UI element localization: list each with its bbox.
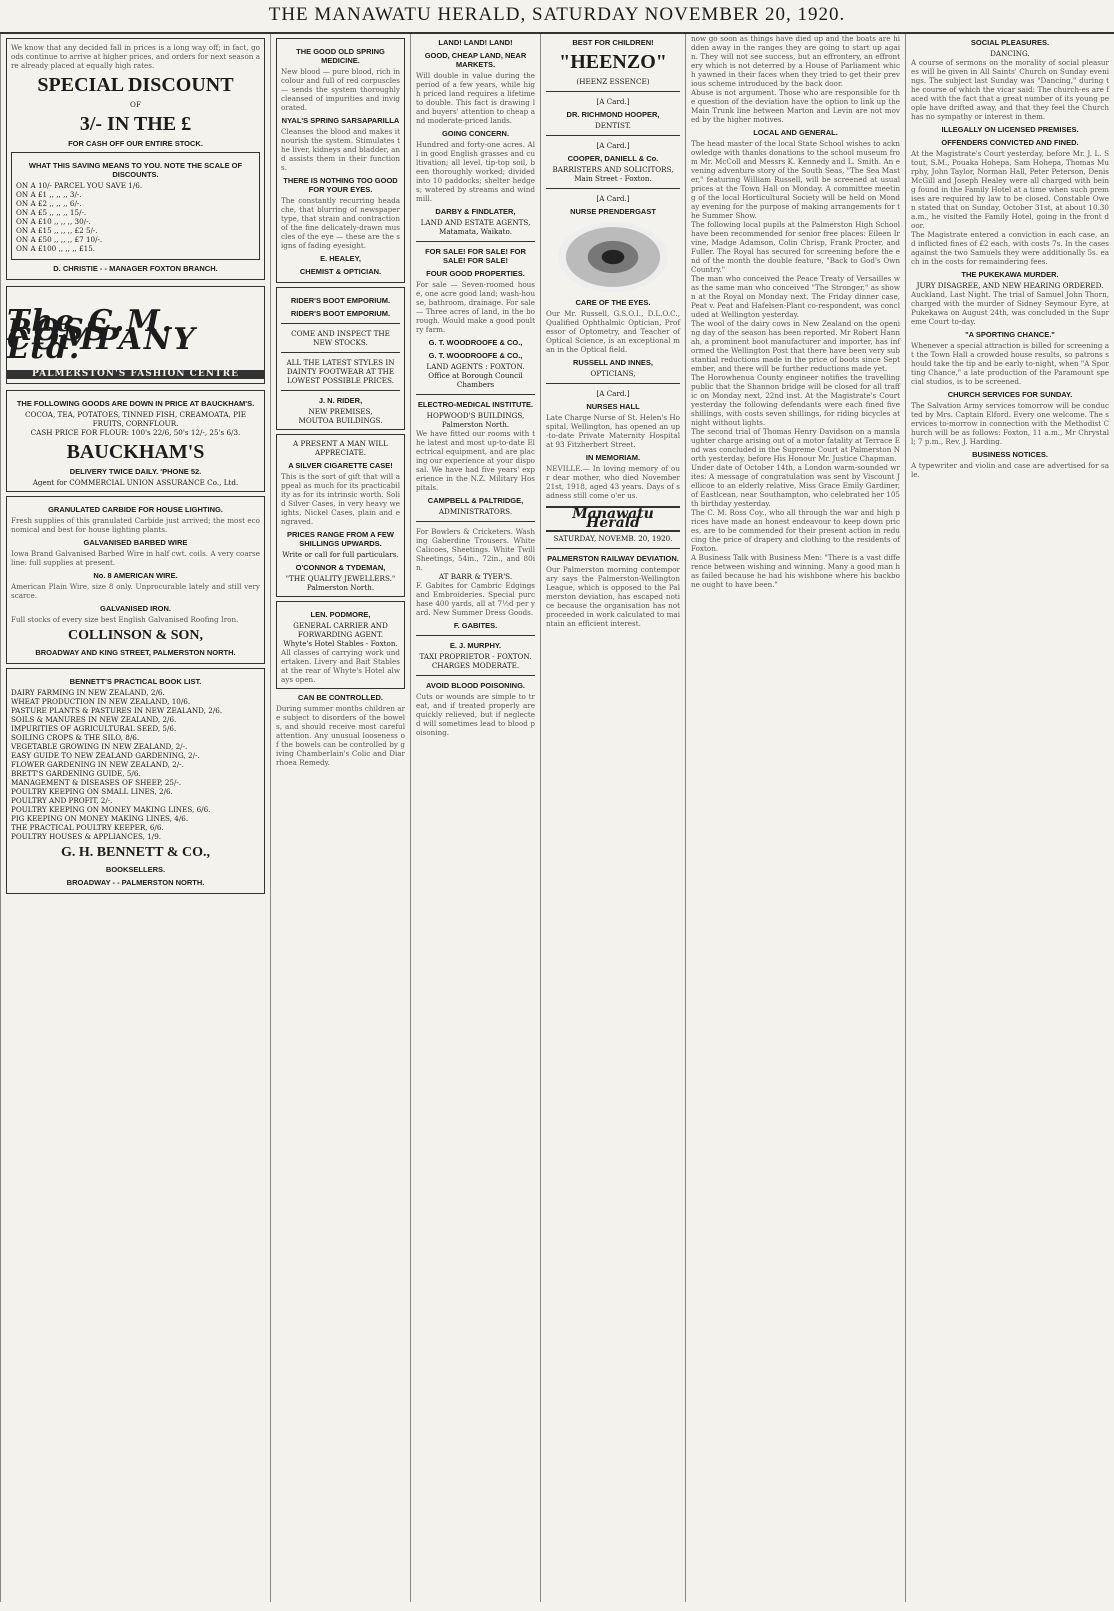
darby-sub: LAND AND ESTATE AGENTS, Matamata, Waikato.	[420, 218, 531, 236]
saving-box	[11, 152, 260, 260]
podmore-ad: LEN. PODMORE, GENERAL CARRIER AND FORWARDING AGENT. Whyte's Hotel Stables - Foxton. All classes of carrying work undertaken. Livery and Bait Stables at the rear of Whyte's Hotel always open.	[276, 601, 405, 689]
bennett-ad	[6, 668, 265, 894]
railway-head: PALMERSTON RAILWAY DEVIATION.	[547, 554, 679, 563]
scale-row: ON A 10/- PARCEL YOU SAVE 1/6.	[16, 181, 143, 190]
hooper-name: DR. RICHMOND HOOPER,	[566, 110, 660, 119]
administrators: ADMINISTRATORS.	[438, 507, 513, 516]
scale-row: ON A £1 ,, ,, ,, 3/-.	[16, 190, 82, 199]
best-children: BEST FOR CHILDREN!	[572, 38, 654, 47]
card-label: [A Card.]	[596, 194, 630, 203]
murphy-name: E. J. MURPHY.	[449, 641, 502, 650]
taxi: TAXI PROPRIETOR - FOXTON. CHARGES MODERATE.	[419, 652, 532, 670]
church-head: CHURCH SERVICES FOR SUNDAY.	[947, 390, 1073, 399]
ross-logo	[6, 286, 265, 384]
healey-name: E. HEALEY,	[320, 254, 361, 263]
intro-text: We know that any decided fall in prices is a long way off; in fact, goods continue to arrive at higher prices, and orders for next season are already placed at equally high rates.	[11, 43, 260, 70]
darby-name: DARBY & FINDLATER,	[435, 207, 516, 216]
for-sale: FOR SALE! FOR SALE! FOR SALE! FOR SALE!	[425, 247, 526, 265]
barr-tyers: AT BARR & TYER'S.	[438, 572, 513, 581]
land-head: LAND! LAND! LAND!	[438, 38, 513, 47]
spring-head: THE GOOD OLD SPRING MEDICINE.	[296, 47, 385, 65]
booksellers: BOOKSELLERS.	[105, 865, 166, 874]
good-cheap: GOOD, CHEAP LAND, NEAR MARKETS.	[424, 51, 527, 69]
ross-logo-text: The C.M. ROSS COMPANY Ltd.	[7, 304, 197, 366]
write-call: Write or call for full particulars.	[282, 550, 399, 559]
prices-range: PRICES RANGE FROM A FEW SHILLINGS UPWARDS.	[287, 530, 394, 548]
list-item: BRETT'S GARDENING GUIDE, 5/6.	[11, 769, 141, 778]
list-item: VEGETABLE GROWING IN NEW ZEALAND, 2/-.	[11, 742, 188, 751]
column-6: SOCIAL PLEASURES. DANCING. A course of sermons on the morality of social pleasures will be given in All Saints' Church on Sunday evenings. The subject last Sunday was "Dancing," during the course of which the vicar said: The church-es are faced with the fact that a great number of its young people have drifted away, and that they feel the Church has no sympathy or interest in them. ILLEGALLY ON LICENSED PREMISES. OFFENDERS CONVICTED AND FINED. At the Magistrate's Court yesterday, before Mr. J. L. Stout, S.M., Pouaka Hohepa, Sam Hohepa, Thomas Murphy, John Taylor, Norman Hall, Peter Peterson, Denis McGill and Joseph Healey were all charged with being found in the Family Hotel at a time when such premises are required by law to be closed. Constable Owen stated that on Sunday, October 31st, at about 10.30 a.m., he visited the Family Hotel, going in the front door. The Magistrate entered a conviction in each case, and inflicted fines of £2 each, with costs 7s. In the cases against the two Samuels they were additionally 5s. each in the costs for remaindering fees. THE PUKEKAWA MURDER. JURY DISAGREE, AND NEW HEARING ORDERED. Auckland, Last Night. The trial of Samuel John Thorn, charged with the murder of Sidney Seymour Eyre, at Pukekawa on August 24th, was concluded in the Supreme Court to-day. "A SPORTING CHANCE." Whenever a special attraction is billed for screening at the Town Hall a crowded house results, so patrons should take the tip and be early to-night, when "A Sporting Chance," a late production of the Paramount special studios, is to be screened. CHURCH SERVICES FOR SUNDAY. The Salvation Army services tomorrow will be conducted by Mrs. Captain Elford. Every one welcome. The services to-morrow in connection with the Methodist Church will be as follows: Foxton, 11 a.m., Mr Chrystall; 7 p.m., Rev. J. Harding. BUSINESS NOTICES. A typewriter and violin and case are advertised for sale.	[905, 34, 1114, 1602]
electro-head: ELECTRO-MEDICAL INSTITUTE.	[417, 400, 534, 409]
jewellers: "THE QUALITY JEWELLERS."	[285, 574, 396, 583]
flour-price: CASH PRICE FOR FLOUR: 100's 22/6, 50's 12/-, 25's 6/3.	[30, 428, 241, 437]
scale-row: ON A £10 ,, ,, ,, 30/-.	[16, 217, 91, 226]
podmore-name: LEN. PODMORE,	[310, 610, 371, 619]
bennett-name: G. H. BENNETT & CO.,	[60, 845, 211, 860]
list-item: PASTURE PLANTS & PASTURES IN NEW ZEALAND, 2/6.	[11, 706, 223, 715]
come-inspect: COME AND INSPECT THE NEW STOCKS.	[291, 329, 390, 347]
local-general: LOCAL AND GENERAL.	[753, 128, 838, 137]
list-item: FLOWER GARDENING IN NEW ZEALAND, 2/-.	[11, 760, 184, 769]
care-eyes: CARE OF THE EYES.	[575, 298, 651, 307]
of-label: OF	[130, 100, 141, 109]
heenzo: "HEENZO"	[559, 51, 667, 73]
dancing: DANCING.	[990, 49, 1030, 58]
column-5: now go soon as things have died up and the boats are hidden away in the ranges they are going to start up again. They will not see success, but an effrontery, an effrontery which is not deterred by a House of Parliament which yawned in their faces when they tried to get their previous scheme introduced by the back door. Abuse is not argument. Those who are responsible for the question of the deviation have the option to link up the Main Trunk line between Marton and Levin are not moved by the higher motives. LOCAL AND GENERAL. The head master of the local State School wishes to acknowledge with thanks donations to the school museum from Mr. McColl and Messrs K. Kennedy and L. Smith. An evening adventure story of the South Seas, "The Sea Master," featuring William Russell, will be screened at usual prices at the Town Hall on Monday. A committee meeting of the local Horticultural Society will be held on Monday evening for the purpose of making arrangements for the Summer Show. The following local pupils at the Palmerston High School have been recommended for senior free places: Eileen Irvine, Madge Adamson, Colin Chrisp, Frank Procter, and Fuller. The Royal has secured for screening before the end of the month the double feature, "Back to God's Own Country." The man who conceived the Peace Treaty of Versailles was the same man who conceived "The Stronger," as shown at the Royal on Monday next. The Friday dinner case, Peat v. Peat and Hafelsen-Plant co-respondent, was concluded at Wellington yesterday. The wool of the dairy cows in New Zealand on the opening day of the season has been reported. Mr Robert Hannah, a prominent boot manufacturer and importer, has informed the Wellington Post that there have been very substantial reductions made in the price of boots since September, and there will be further reductions made yet. The Horowhenua County engineer notifies the travelling public that the Shannon bridge will be closed for all traffic on Monday next, 22nd inst. At the Magistrate's Court yesterday the following defendants were each fined five shillings, with costs seven shillings, for riding bicycles at night without lights. The second trial of Thomas Henry Davidson on a manslaughter charge arising out of a motor fatality at Terrace End was concluded in the Supreme Court at Palmerston North yesterday, before His Honour Mr. Justice Chapman. Under date of October 14th, a London warm-sounded writes: A message of congratulation was sent by Viscount Jellicoe to an elderly relative, Miss Grace Emily Gardiner, of Eastlcean, near Southampton, who celebrated her 105th birthday yesterday. The C. M. Ross Coy., who all through the war and high prices have made an honest endeavour to keep down prices, are to be commended for their present action in reducing the price of drapery and clothing to the residents of Foxton. A Business Talk with Business Men: "There is a vast difference between wishing and winning. Many a good man has failed because he had his wishbone where his backbone ought to have been."	[685, 34, 905, 1602]
herald-title: Manawatu Herald	[546, 506, 680, 532]
healey-ad: THE GOOD OLD SPRING MEDICINE. New blood — pure blood, rich in colour and full of red corpuscles — sends the system thoroughly cleansed of impurities and invigorated. NYAL'S SPRING SARSAPARILLA Cleanses the blood and makes it nourish the system. Stimulates the liver, kidneys and bladder, and assists them in their functions. THERE IS NOTHING TOO GOOD FOR YOUR EYES. The constantly recurring headache, that blurring of newspaper type, that strain and contraction of the fine delicately-drawn muscles of the eye — these are the signs of fading eyesight. E. HEALEY, CHEMIST & OPTICIAN.	[276, 38, 405, 283]
book-list	[11, 688, 260, 841]
four-properties: FOUR GOOD PROPERTIES.	[426, 269, 525, 278]
list-item: MANAGEMENT & DISEASES OF SHEEP, 25/-.	[11, 778, 182, 787]
masthead: THE MANAWATU HERALD, SATURDAY NOVEMBER 20, 1920.	[0, 0, 1114, 34]
card-label: [A Card.]	[596, 97, 630, 106]
rider-head-1: RIDER'S BOOT EMPORIUM.	[290, 296, 391, 305]
card-label: [A Card.]	[596, 141, 630, 150]
land-agents: LAND AGENTS : FOXTON.	[426, 362, 525, 371]
latest-styles: ALL THE LATEST STYLES IN DAINTY FOOTWEAR AT THE LOWEST POSSIBLE PRICES.	[286, 358, 395, 385]
nothing-good: THERE IS NOTHING TOO GOOD FOR YOUR EYES.	[283, 176, 398, 194]
discount-scale	[16, 181, 255, 253]
present-line: A PRESENT A MAN WILL APPRECIATE.	[293, 439, 388, 457]
collinson-name: COLLINSON & SON,	[68, 628, 203, 643]
campbell-name: CAMPBELL & PALTRIDGE,	[427, 496, 524, 505]
nurses-hall: NURSES HALL	[586, 402, 640, 411]
american-head: No. 8 AMERICAN WIRE.	[93, 571, 178, 580]
rider-head-2: RIDER'S BOOT EMPORIUM.	[290, 309, 391, 318]
gabites: F. GABITES.	[453, 621, 498, 630]
new-premises: NEW PREMISES,	[308, 407, 373, 416]
carbide-head: GRANULATED CARBIDE FOR HOUSE LIGHTING.	[48, 505, 223, 514]
nurse-name: NURSE PRENDERGAST	[570, 207, 656, 216]
list-item: WHEAT PRODUCTION IN NEW ZEALAND, 10/6.	[11, 697, 191, 706]
whyte: Whyte's Hotel Stables - Foxton.	[283, 639, 398, 648]
special-discount-title: SPECIAL DISCOUNT	[37, 74, 234, 96]
licensed-head: ILLEGALLY ON LICENSED PREMISES.	[941, 125, 1079, 134]
pukekawa-head: THE PUKEKAWA MURDER.	[961, 270, 1059, 279]
main-street: Main Street - Foxton.	[574, 174, 652, 183]
hopwood: HOPWOOD'S BUILDINGS, Palmerston North.	[426, 411, 525, 429]
cigarette-case: A SILVER CIGARETTE CASE!	[288, 461, 393, 470]
bennett-addr: BROADWAY - - PALMERSTON NORTH.	[66, 878, 205, 887]
list-item: SOILING CROPS & THE SILO, 8/6.	[11, 733, 140, 742]
herald-date: SATURDAY, NOVEMB. 20, 1920.	[553, 534, 673, 543]
woodroofe-1: G. T. WOODROOFE & CO.,	[428, 338, 523, 347]
eye-illustration	[558, 222, 668, 292]
nyal-head: NYAL'S SPRING SARSAPARILLA	[281, 116, 400, 125]
moutoa: MOUTOA BUILDINGS.	[298, 416, 383, 425]
delivery: DELIVERY TWICE DAILY. 'PHONE 52.	[69, 467, 202, 476]
list-item: EASY GUIDE TO NEW ZEALAND GARDENING, 2/-.	[11, 751, 200, 760]
russell-name: RUSSELL AND INNES,	[572, 358, 653, 367]
woodroofe-2: G. T. WOODROOFE & CO.,	[428, 351, 523, 360]
podmore-sub: GENERAL CARRIER AND FORWARDING AGENT.	[293, 621, 388, 639]
bennett-head: BENNETT'S PRACTICAL BOOK LIST.	[69, 677, 202, 686]
opticians: OPTICIANS,	[590, 369, 636, 378]
bauckham-ad	[6, 390, 265, 492]
sporting-head: "A SPORTING CHANCE."	[965, 330, 1055, 339]
list-item: POULTRY KEEPING ON SMALL LINES, 2/6.	[11, 787, 173, 796]
cash-line: FOR CASH OFF OUR ENTIRE STOCK.	[68, 139, 203, 148]
column-1	[0, 34, 270, 1602]
rider-ad	[276, 287, 405, 430]
saving-title: WHAT THIS SAVING MEANS TO YOU. NOTE THE SCALE OF DISCOUNTS.	[28, 161, 243, 179]
bauckham-items: COCOA, TEA, POTATOES, TINNED FISH, CREAMOATA, PIE FRUITS, CORNFLOUR.	[24, 410, 246, 428]
list-item: PIG KEEPING ON MONEY MAKING LINES, 4/6.	[11, 814, 189, 823]
list-item: POULTRY HOUSES & APPLIANCES, 1/9.	[11, 832, 162, 841]
offenders-head: OFFENDERS CONVICTED AND FINED.	[941, 138, 1079, 147]
healey-sub: CHEMIST & OPTICIAN.	[299, 267, 382, 276]
list-item: SOILS & MANURES IN NEW ZEALAND, 2/6.	[11, 715, 177, 724]
agent: Agent for COMMERCIAL UNION ASSURANCE Co., Ltd.	[32, 478, 239, 487]
controlled-head: CAN BE CONTROLLED.	[298, 693, 383, 702]
iron-head: GALVANISED IRON.	[100, 604, 171, 613]
discount-amount: 3/- IN THE £	[79, 113, 192, 135]
jnrider-name: J. N. RIDER,	[318, 396, 363, 405]
oconnor-ad: A PRESENT A MAN WILL APPRECIATE. A SILVER CIGARETTE CASE! This is the sort of gift that will appeal as much for its practicability as for its intrinsic worth. Solid Silver Cases, in very heavy weights, Nickel Cases, plain and engraved. PRICES RANGE FROM A FEW SHILLINGS UPWARDS. Write or call for full particulars. O'CONNOR & TYDEMAN, "THE QUALITY JEWELLERS." Palmerston North.	[276, 434, 405, 597]
bauckham-name: BAUCKHAM'S	[66, 441, 205, 463]
heenzo-sub: (HEENZ ESSENCE)	[576, 77, 650, 86]
dentist: DENTIST.	[595, 121, 631, 130]
office: Office at Borough Council Chambers	[428, 371, 523, 389]
column-2: THE GOOD OLD SPRING MEDICINE. New blood — pure blood, rich in colour and full of red corpuscles — sends the system thoroughly cleansed of impurities and invigorated. NYAL'S SPRING SARSAPARILLA Cleanses the blood and makes it nourish the system. Stimulates the liver, kidneys and bladder, and assists them in their functions. THERE IS NOTHING TOO GOOD FOR YOUR EYES. The constantly recurring headache, that blurring of newspaper type, that strain and contraction of the fine delicately-drawn muscles of the eye — these are the signs of fading eyesight. E. HEALEY, CHEMIST & OPTICIAN. RIDER'S BOOT EMPORIUM. RIDER'S BOOT EMPORIUM. COME AND INSPECT THE NEW STOCKS. ALL THE LATEST STYLES IN DAINTY FOOTWEAR AT THE LOWEST POSSIBLE PRICES. J. N. RIDER, NEW PREMISES, MOUTOA BUILDINGS. A PRESENT A MAN WILL APPRECIATE. A SILVER CIGARETTE CASE! This is the sort of gift that will appeal as much for its practicability as for its intrinsic worth. Solid Silver Cases, in very heavy weights, Nickel Cases, plain and engraved. PRICES RANGE FROM A FEW SHILLINGS UPWARDS. Write or call for full particulars. O'CONNOR & TYDEMAN, "THE QUALITY JEWELLERS." Palmerston North. LEN. PODMORE, GENERAL CARRIER AND FORWARDING AGENT. Whyte's Hotel Stables - Foxton. All classes of carrying work undertaken. Livery and Bait Stables at the rear of Whyte's Hotel always open. CAN BE CONTROLLED. During summer months children are subject to disorders of the bowels, and should receive most careful attention. Any unusual looseness of the bowels can be controlled by giving Chamberlain's Colic and Diarrhoea Remedy.	[270, 34, 410, 1602]
card-label: [A Card.]	[596, 389, 630, 398]
scale-row: ON A £50 ,, ,, ,, £7 10/-.	[16, 235, 103, 244]
business-notices: BUSINESS NOTICES.	[972, 450, 1048, 459]
oconnor-name: O'CONNOR & TYDEMAN,	[295, 563, 386, 572]
christie-ad	[6, 38, 265, 280]
collinson-addr: BROADWAY AND KING STREET, PALMERSTON NORTH.	[35, 648, 236, 657]
column-3: LAND! LAND! LAND! GOOD, CHEAP LAND, NEAR MARKETS. Will double in value during the period of a few years, while high priced land requires a lifetime to double. This fact is drawing land buyers' attention to cheap and moderate-priced lands. GOING CONCERN. Hundred and forty-one acres. All in good English grasses and cultivation; all level, tip-top soil, been thoroughly worked; divided into 10 paddocks; shelter hedges; watered by streams and windmill. DARBY & FINDLATER, LAND AND ESTATE AGENTS, Matamata, Waikato. FOR SALE! FOR SALE! FOR SALE! FOR SALE! FOUR GOOD PROPERTIES. For sale — Seven-roomed house, one acre good land; wash-house, bathroom, drainage. For sale — Three acres of land, in the borough. Would make a good poultry farm. G. T. WOODROOFE & CO., G. T. WOODROOFE & CO., LAND AGENTS : FOXTON. Office at Borough Council Chambers ELECTRO-MEDICAL INSTITUTE. HOPWOOD'S BUILDINGS, Palmerston North. We have fitted our rooms with the latest and most up-to-date Electrical equipment, and are placing our experience at your disposal. We have had five years' experience in the N.Z. Military Hospitals. CAMPBELL & PALTRIDGE, ADMINISTRATORS. For Bowlers & Cricketers. Washing Gaberdine Trousers. White Calicoes, Sheetings. White Twill Sheetings, 54in., 72in., and 80in. AT BARR & TYER'S. F. Gabites for Cambric Edgings and Embroideries. Special purchase 400 yards, all at 7½d per yard. New Summer Dress Goods. F. GABITES. E. J. MURPHY. TAXI PROPRIETOR - FOXTON. CHARGES MODERATE. AVOID BLOOD POISONING. Cuts or wounds are simple to treat, and if treated properly are quickly relieved, but if neglected will sometimes lead to blood poisoning.	[410, 34, 540, 1602]
social-pleasures: SOCIAL PLEASURES.	[970, 38, 1050, 47]
scale-row: ON A £5 ,, ,, ,, 15/-.	[16, 208, 87, 217]
cooper-name: COOPER, DANIELL & Co.	[567, 154, 659, 163]
scale-row: ON A £100 ,, ,, ,, £15.	[16, 244, 96, 253]
list-item: POULTRY KEEPING ON MONEY MAKING LINES, 6/6.	[11, 805, 211, 814]
barristers: BARRISTERS AND SOLICITORS,	[552, 165, 674, 174]
christie-manager: D. CHRISTIE - - MANAGER FOXTON BRANCH.	[53, 264, 218, 273]
going-concern: GOING CONCERN.	[441, 129, 510, 138]
column-4: BEST FOR CHILDREN! "HEENZO" (HEENZ ESSENCE) [A Card.] DR. RICHMOND HOOPER, DENTIST. [A Card.] COOPER, DANIELL & Co. BARRISTERS AND SOLICITORS, Main Street - Foxton. [A Card.] NURSE PRENDERGAST CARE OF THE EYES. Our Mr. Russell, G.S.O.I., D.L.O.C., Qualified Ophthalmic Optician, Professor of Optometry, and Teacher of Optical Science, is an exceptional man in the Optical field. RUSSELL AND INNES, OPTICIANS, [A Card.] NURSES HALL Late Charge Nurse of St. Helen's Hospital, Wellington, has opened an up-to-date Private Maternity Hospital at 93 Fitzherbert Street. IN MEMORIAM. NEVILLE.— In loving memory of our dear mother, who died November 21st, 1918, aged 43 years. Days of sadness still come o'er us. Manawatu Herald SATURDAY, NOVEMB. 20, 1920. PALMERSTON RAILWAY DEVIATION. Our Palmerston morning contemporary says the Palmerston-Wellington League, which is opposed to the Palmerston deviation, has escaped notice because the organisation has not proceeded in work calculated to maintain an efficient interest.	[540, 34, 685, 1602]
ross-sub: PALMERSTON'S FASHION CENTRE	[7, 370, 264, 379]
jury-head: JURY DISAGREE, AND NEW HEARING ORDERED.	[916, 281, 1104, 290]
scale-row: ON A £2 ,, ,, ,, 6/-.	[16, 199, 82, 208]
bauckham-head: THE FOLLOWING GOODS ARE DOWN IN PRICE AT BAUCKHAM'S.	[16, 399, 255, 408]
list-item: POULTRY AND PROFIT, 2/-.	[11, 796, 113, 805]
avoid-head: AVOID BLOOD POISONING.	[425, 681, 526, 690]
memoriam: IN MEMORIAM.	[585, 453, 641, 462]
barbed-head: GALVANISED BARBED WIRE	[83, 538, 188, 547]
list-item: IMPURITIES OF AGRICULTURAL SEED, 5/6.	[11, 724, 177, 733]
collinson-ad: GRANULATED CARBIDE FOR HOUSE LIGHTING. Fresh supplies of this granulated Carbide just arrived; the most economical and best for house lighting plants. GALVANISED BARBED WIRE Iowa Brand Galvanised Barbed Wire in half cwt. coils. A very coarse line: full supplies at present. No. 8 AMERICAN WIRE. American Plain Wire, size 8 only. Unprocurable lately and still very scarce. GALVANISED IRON. Full stocks of every size best English Galvanised Roofing Iron. COLLINSON & SON, BROADWAY AND KING STREET, PALMERSTON NORTH.	[6, 496, 265, 664]
list-item: THE PRACTICAL POULTRY KEEPER, 6/6.	[11, 823, 164, 832]
scale-row: ON A £15 ,, ,, ,, £2 5/-.	[16, 226, 98, 235]
list-item: DAIRY FARMING IN NEW ZEALAND, 2/6.	[11, 688, 165, 697]
palmerston: Palmerston North.	[306, 583, 375, 592]
